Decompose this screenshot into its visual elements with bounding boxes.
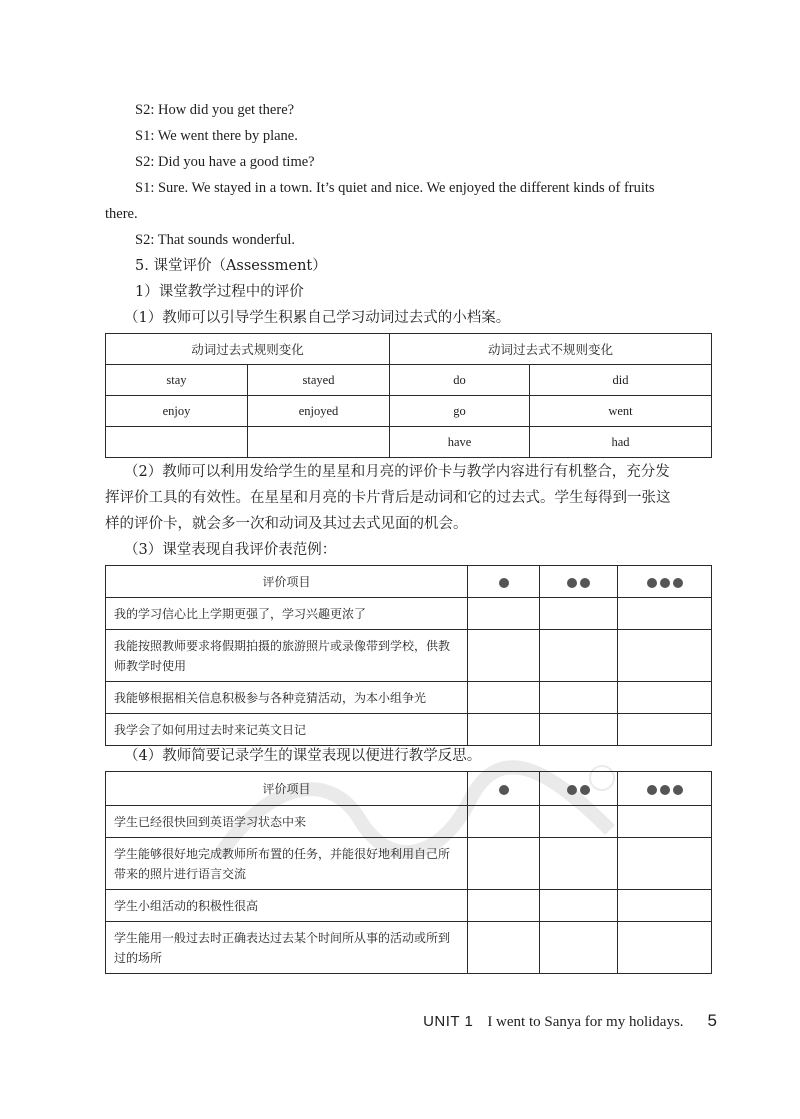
rating-cell[interactable] (618, 922, 712, 974)
dialogue-line-5: there. (105, 206, 138, 222)
self-eval-header: 评价项目 (106, 566, 468, 598)
rating-cell[interactable] (540, 682, 618, 714)
rating-cell[interactable] (468, 922, 540, 974)
verb-cell: stayed (248, 365, 390, 396)
verb-cell: have (390, 427, 530, 458)
page-number: 5 (707, 1011, 717, 1030)
item-1-text: （1）教师可以引导学生积累自己学习动词过去式的小档案。 (124, 310, 511, 326)
teacher-table-header: 评价项目 (106, 772, 468, 806)
one-flower-icon (468, 566, 540, 598)
self-eval-item: 我能按照教师要求将假期拍摄的旅游照片或录像带到学校，供教师教学时使用 (106, 630, 468, 682)
teacher-record-item: 学生能用一般过去时正确表达过去某个时间所从事的活动或所到过的场所 (106, 922, 468, 974)
rating-cell[interactable] (540, 598, 618, 630)
footer-title: I went to Sanya for my holidays. (487, 1014, 684, 1030)
verb-cell: stay (106, 365, 248, 396)
footer-unit: UNIT 1 (423, 1013, 474, 1030)
verb-cell (106, 427, 248, 458)
rating-cell[interactable] (618, 598, 712, 630)
item-2-line-2: 挥评价工具的有效性。在星星和月亮的卡片背后是动词和它的过去式。学生每得到一张这 (105, 490, 671, 506)
self-eval-item: 我学会了如何用过去时来记英文日记 (106, 714, 468, 746)
rating-cell[interactable] (618, 806, 712, 838)
verb-cell: do (390, 365, 530, 396)
item-4-text: （4）教师简要记录学生的课堂表现以便进行教学反思。 (124, 748, 482, 764)
teacher-record-table (105, 771, 712, 974)
verb-cell: did (530, 365, 712, 396)
rating-cell[interactable] (468, 630, 540, 682)
rating-cell[interactable] (618, 714, 712, 746)
two-flower-icon (540, 566, 618, 598)
rating-cell[interactable] (468, 806, 540, 838)
rating-cell[interactable] (618, 838, 712, 890)
self-evaluation-table (105, 565, 712, 746)
rating-cell[interactable] (540, 714, 618, 746)
rating-cell[interactable] (540, 630, 618, 682)
three-flower-icon (618, 566, 712, 598)
rating-cell[interactable] (468, 838, 540, 890)
verb-cell: go (390, 396, 530, 427)
self-eval-item: 我能够根据相关信息积极参与各种竞猜活动，为本小组争光 (106, 682, 468, 714)
rating-cell[interactable] (540, 806, 618, 838)
rating-cell[interactable] (468, 714, 540, 746)
dialogue-line-4: S1: Sure. We stayed in a town. It’s quiet and nice. We enjoyed the different kinds of fruits (135, 180, 655, 196)
page-footer (423, 1011, 717, 1031)
regular-header: 动词过去式规则变化 (106, 334, 390, 365)
self-eval-item: 我的学习信心比上学期更强了，学习兴趣更浓了 (106, 598, 468, 630)
verb-cell: had (530, 427, 712, 458)
rating-cell[interactable] (618, 630, 712, 682)
verb-cell (248, 427, 390, 458)
rating-cell[interactable] (468, 598, 540, 630)
teacher-record-item: 学生已经很快回到英语学习状态中来 (106, 806, 468, 838)
rating-cell[interactable] (540, 922, 618, 974)
three-flower-icon (618, 772, 712, 806)
rating-cell[interactable] (468, 890, 540, 922)
verb-table (105, 333, 712, 458)
irregular-header: 动词过去式不规则变化 (390, 334, 712, 365)
rating-cell[interactable] (540, 838, 618, 890)
dialogue-line-3: S2: Did you have a good time? (135, 154, 315, 170)
one-flower-icon (468, 772, 540, 806)
item-2-line-3: 样的评价卡，就会多一次和动词及其过去式见面的机会。 (105, 516, 468, 532)
dialogue-line-1: S2: How did you get there? (135, 102, 295, 118)
rating-cell[interactable] (618, 890, 712, 922)
item-2-line-1: （2）教师可以利用发给学生的星星和月亮的评价卡与教学内容进行有机整合，充分发 (124, 464, 670, 480)
teacher-record-item: 学生小组活动的积极性很高 (106, 890, 468, 922)
dialogue-line-6: S2: That sounds wonderful. (135, 232, 296, 248)
rating-cell[interactable] (618, 682, 712, 714)
rating-cell[interactable] (540, 890, 618, 922)
item-3-text: （3）课堂表现自我评价表范例： (124, 542, 337, 558)
verb-cell: enjoy (106, 396, 248, 427)
section-heading: 5. 课堂评价（Assessment） (135, 258, 327, 274)
two-flower-icon (540, 772, 618, 806)
verb-cell: went (530, 396, 712, 427)
verb-cell: enjoyed (248, 396, 390, 427)
dialogue-line-2: S1: We went there by plane. (135, 128, 298, 144)
rating-cell[interactable] (468, 682, 540, 714)
teacher-record-item: 学生能够很好地完成教师所布置的任务，并能很好地利用自己所带来的照片进行语言交流 (106, 838, 468, 890)
sub-heading: 1）课堂教学过程中的评价 (135, 284, 304, 300)
